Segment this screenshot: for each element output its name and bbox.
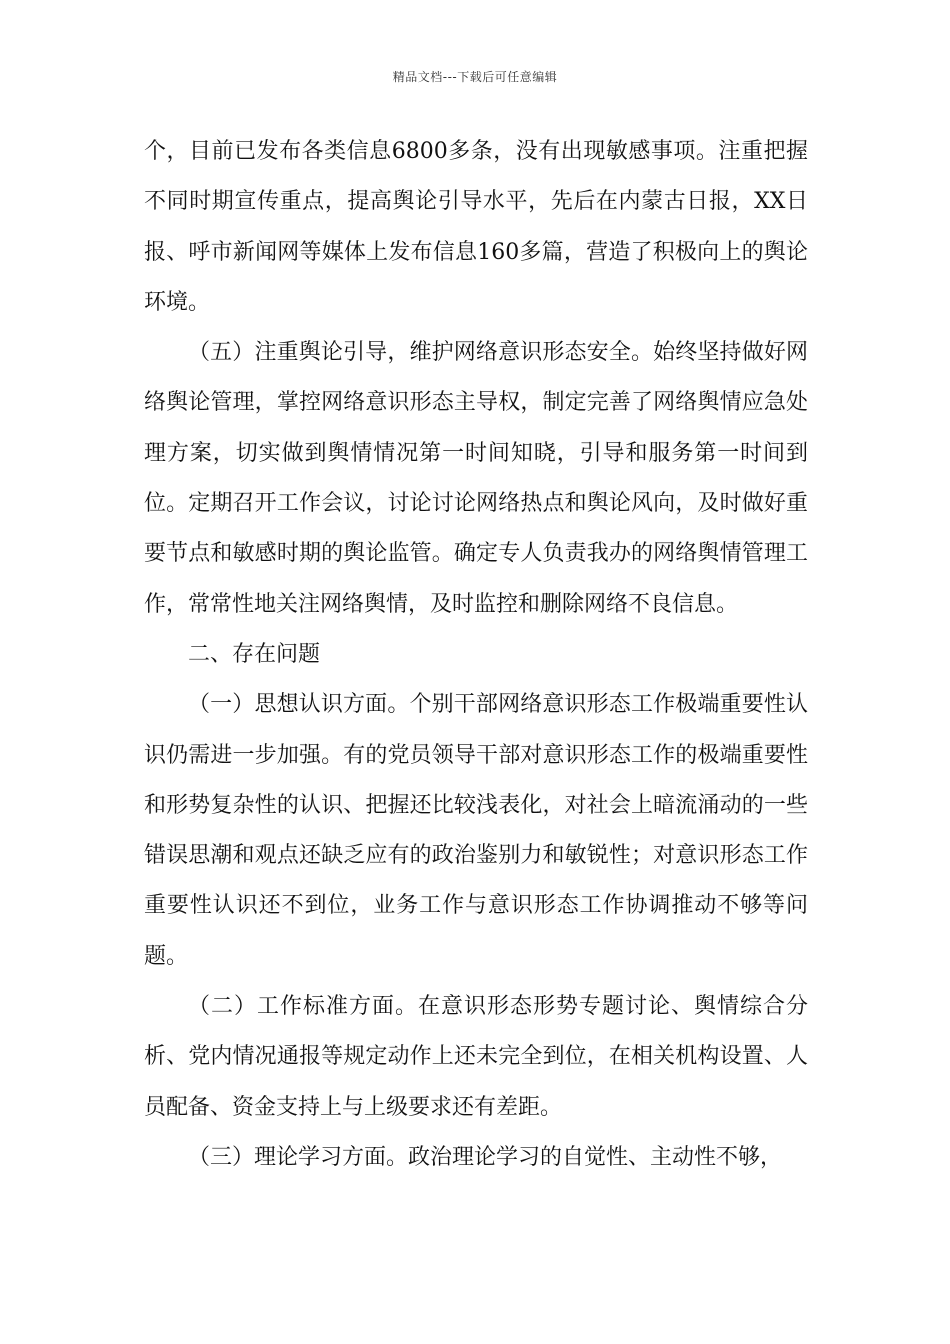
paragraph-problem-three: （三）理论学习方面。政治理论学习的自觉性、主动性不够， [188, 1144, 783, 1170]
paragraph-problem-one: （一）思想认识方面。个别干部网络意识形态工作极端重要性认识仍需进一步加强。有的党员领导干部对意识形态工作的极端重要性和形势复杂性的认识、把握还比较浅表化，对社会上暗流涌动的一些错误思潮和观点还缺乏应有的政治鉴别力和敏锐性；对意识形态工作重要性认识还不到位，业务工作与意识形态工作协调推动不够等问题。 [144, 692, 808, 969]
paragraph-section-five: （五）注重舆论引导，维护网络意识形态安全。始终坚持做好网络舆论管理，掌控网络意识形态主导权，制定完善了网络舆情应急处理方案，切实做到舆情情况第一时间知晓，引导和服务第一时间到位。定期召开工作会议，讨论讨论网络热点和舆论风向，及时做好重要节点和敏感时期的舆论监管。确定专人负责我办的网络舆情管理工作，常常性地关注网络舆情，及时监控和删除网络不良信息。 [144, 340, 808, 617]
paragraph-continuation: 个，目前已发布各类信息6800多条，没有出现敏感事项。注重把握不同时期宣传重点，提高舆论引导水平，先后在内蒙古日报，XX日报、呼市新闻网等媒体上发布信息160多篇，营造了积极向上的舆论环境。 [144, 139, 808, 315]
page-header: 精品文档---下载后可任意编辑 [392, 70, 558, 84]
paragraph-problem-two: （二）工作标准方面。在意识形态形势专题讨论、舆情综合分析、党内情况通报等规定动作上还未完全到位，在相关机构设置、人员配备、资金支持上与上级要求还有差距。 [144, 994, 808, 1120]
section-heading-problems: 二、存在问题 [188, 641, 321, 667]
document-body [144, 127, 808, 1183]
